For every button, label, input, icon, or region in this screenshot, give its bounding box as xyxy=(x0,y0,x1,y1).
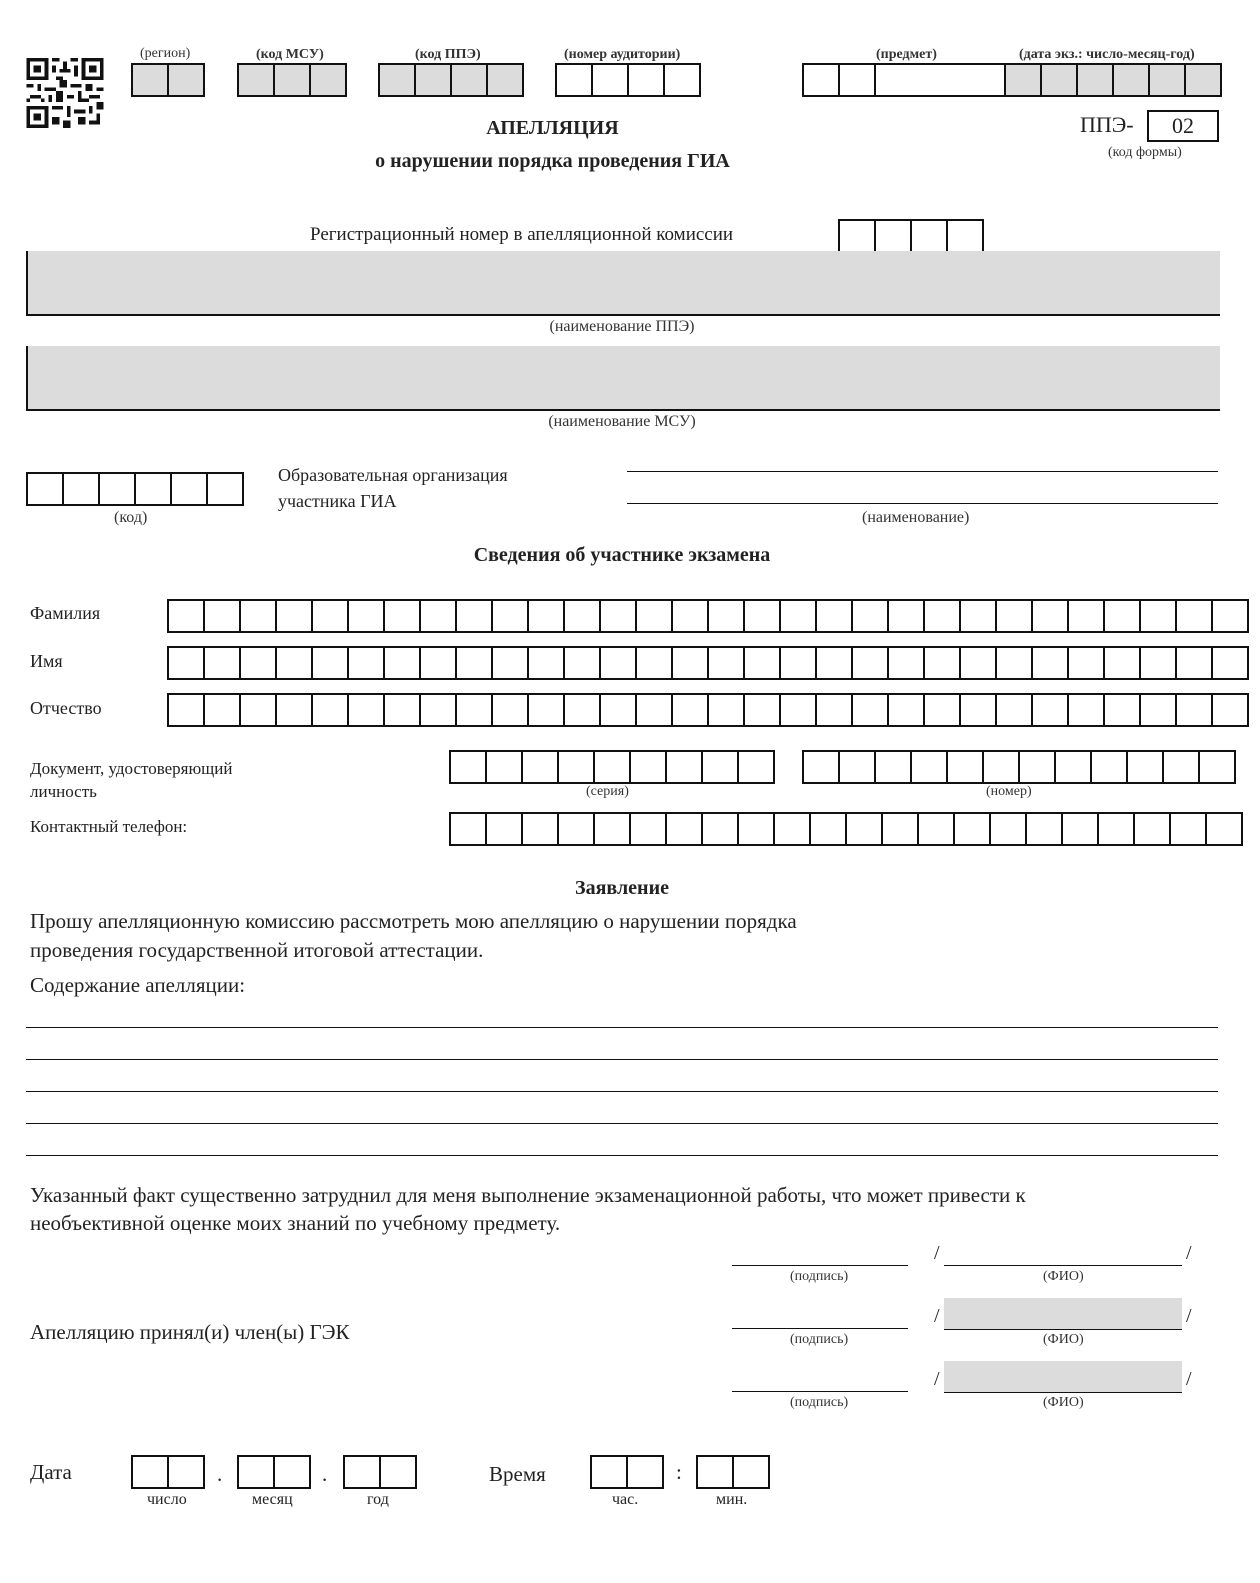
letter-cell[interactable] xyxy=(1031,646,1069,680)
msu-cell[interactable] xyxy=(273,63,311,97)
phone-boxes[interactable] xyxy=(449,812,1243,846)
subject-and-date-boxes[interactable] xyxy=(802,63,1222,97)
letter-cell[interactable] xyxy=(347,693,385,727)
letter-cell[interactable] xyxy=(1103,599,1141,633)
document-series-caption: (серия) xyxy=(586,784,629,799)
phone-cell[interactable] xyxy=(1169,812,1207,846)
letter-cell[interactable] xyxy=(779,599,817,633)
letter-cell[interactable] xyxy=(527,693,565,727)
auditorium-boxes[interactable] xyxy=(555,63,701,97)
letter-cell[interactable] xyxy=(239,599,277,633)
organization-code-caption: (код) xyxy=(114,509,148,526)
msu-cell[interactable] xyxy=(237,63,275,97)
date-cell[interactable] xyxy=(1148,63,1186,97)
month-cell[interactable] xyxy=(237,1455,275,1489)
letter-cell[interactable] xyxy=(1139,646,1177,680)
date-dot-separator: . xyxy=(217,1462,223,1486)
number-cell[interactable] xyxy=(874,750,912,784)
subject-name-cell[interactable] xyxy=(874,63,1006,97)
letter-cell[interactable] xyxy=(1211,693,1249,727)
letter-cell[interactable] xyxy=(1031,693,1069,727)
ppe-cell[interactable] xyxy=(486,63,524,97)
letter-cell[interactable] xyxy=(599,646,637,680)
registration-cell[interactable] xyxy=(946,219,984,253)
letter-cell[interactable] xyxy=(1067,693,1105,727)
signature-caption: (подпись) xyxy=(790,1395,849,1410)
statement-text-line1: Прошу апелляционную комиссию рассмотреть мою апелляцию о нарушении порядка xyxy=(30,909,797,933)
year-caption: год xyxy=(367,1491,389,1508)
letter-cell[interactable] xyxy=(311,693,349,727)
org-code-cell[interactable] xyxy=(170,472,208,506)
ppe-code-boxes[interactable] xyxy=(378,63,524,97)
statement-title: Заявление xyxy=(575,877,669,899)
phone-cell[interactable] xyxy=(449,812,487,846)
date-label: Дата xyxy=(30,1460,72,1484)
phone-cell[interactable] xyxy=(737,812,775,846)
phone-cell[interactable] xyxy=(1205,812,1243,846)
letter-cell[interactable] xyxy=(1067,646,1105,680)
phone-cell[interactable] xyxy=(665,812,703,846)
name-boxes[interactable] xyxy=(167,646,1249,680)
msu-name-field[interactable] xyxy=(26,346,1220,411)
signature-caption: (подпись) xyxy=(790,1269,849,1284)
letter-cell[interactable] xyxy=(959,693,997,727)
letter-cell[interactable] xyxy=(1067,599,1105,633)
slash-separator: / xyxy=(1186,1242,1192,1264)
letter-cell[interactable] xyxy=(995,599,1033,633)
letter-cell[interactable] xyxy=(419,693,457,727)
phone-cell[interactable] xyxy=(1133,812,1171,846)
series-cell[interactable] xyxy=(449,750,487,784)
month-boxes[interactable] xyxy=(237,1455,311,1489)
organization-name-line-1[interactable] xyxy=(627,471,1218,472)
phone-cell[interactable] xyxy=(881,812,919,846)
letter-cell[interactable] xyxy=(347,599,385,633)
letter-cell[interactable] xyxy=(167,646,205,680)
caption-ppe-code: (код ППЭ) xyxy=(415,47,481,62)
form-code-prefix: ППЭ- xyxy=(1080,112,1134,137)
month-caption: месяц xyxy=(252,1491,293,1508)
hour-boxes[interactable] xyxy=(590,1455,664,1489)
patronymic-boxes[interactable] xyxy=(167,693,1249,727)
phone-cell[interactable] xyxy=(485,812,523,846)
msu-cell[interactable] xyxy=(309,63,347,97)
number-cell[interactable] xyxy=(982,750,1020,784)
slash-separator: / xyxy=(934,1305,940,1327)
slash-separator: / xyxy=(934,1242,940,1264)
impact-text-line1: Указанный факт существенно затруднил для меня выполнение экзаменационной работы, что может привести к xyxy=(30,1183,1026,1207)
qr-code xyxy=(26,58,104,128)
number-cell[interactable] xyxy=(838,750,876,784)
phone-cell[interactable] xyxy=(593,812,631,846)
letter-cell[interactable] xyxy=(887,599,925,633)
letter-cell[interactable] xyxy=(815,693,853,727)
letter-cell[interactable] xyxy=(203,693,241,727)
letter-cell[interactable] xyxy=(635,693,673,727)
appeal-content-line-2[interactable] xyxy=(26,1059,1218,1060)
letter-cell[interactable] xyxy=(707,646,745,680)
letter-cell[interactable] xyxy=(239,646,277,680)
letter-cell[interactable] xyxy=(383,599,421,633)
phone-cell[interactable] xyxy=(845,812,883,846)
appeal-content-line-4[interactable] xyxy=(26,1123,1218,1124)
msu-name-caption: (наименование МСУ) xyxy=(548,413,696,430)
ppe-cell[interactable] xyxy=(450,63,488,97)
date-cell[interactable] xyxy=(1076,63,1114,97)
day-cell[interactable] xyxy=(131,1455,169,1489)
document-number-boxes[interactable] xyxy=(802,750,1236,784)
number-cell[interactable] xyxy=(802,750,840,784)
letter-cell[interactable] xyxy=(851,599,889,633)
gek-accepted-label: Апелляцию принял(и) член(ы) ГЭК xyxy=(30,1320,350,1344)
letter-cell[interactable] xyxy=(635,599,673,633)
time-label: Время xyxy=(489,1462,546,1486)
letter-cell[interactable] xyxy=(455,646,493,680)
letter-cell[interactable] xyxy=(995,646,1033,680)
minute-cell[interactable] xyxy=(732,1455,770,1489)
series-cell[interactable] xyxy=(737,750,775,784)
appeal-content-line-5[interactable] xyxy=(26,1155,1218,1156)
minute-caption: мин. xyxy=(716,1491,748,1508)
fio-caption: (ФИО) xyxy=(1043,1332,1084,1347)
series-cell[interactable] xyxy=(665,750,703,784)
letter-cell[interactable] xyxy=(815,646,853,680)
document-label-line1: Документ, удостоверяющий xyxy=(30,759,233,778)
slash-separator: / xyxy=(1186,1368,1192,1390)
number-cell[interactable] xyxy=(910,750,948,784)
letter-cell[interactable] xyxy=(1175,599,1213,633)
participant-signature-line[interactable] xyxy=(732,1265,908,1266)
org-code-cell[interactable] xyxy=(62,472,100,506)
registration-cell[interactable] xyxy=(838,219,876,253)
day-cell[interactable] xyxy=(167,1455,205,1489)
letter-cell[interactable] xyxy=(851,693,889,727)
registration-boxes[interactable] xyxy=(838,219,984,253)
caption-region: (регион) xyxy=(140,46,191,61)
letter-cell[interactable] xyxy=(779,646,817,680)
surname-label: Фамилия xyxy=(30,603,101,623)
letter-cell[interactable] xyxy=(923,693,961,727)
date-dot-separator: . xyxy=(322,1462,328,1486)
time-colon-separator: : xyxy=(676,1460,682,1484)
date-cell[interactable] xyxy=(1004,63,1042,97)
patronymic-label: Отчество xyxy=(30,698,102,718)
letter-cell[interactable] xyxy=(455,599,493,633)
participant-fio-line[interactable] xyxy=(944,1265,1182,1266)
phone-label: Контактный телефон: xyxy=(30,817,188,836)
letter-cell[interactable] xyxy=(671,599,709,633)
organization-name-caption: (наименование) xyxy=(862,509,970,526)
gek-member-2-signature-line[interactable] xyxy=(732,1391,908,1392)
year-cell[interactable] xyxy=(379,1455,417,1489)
phone-cell[interactable] xyxy=(1097,812,1135,846)
document-label-line2: личность xyxy=(30,782,97,801)
letter-cell[interactable] xyxy=(959,646,997,680)
hour-cell[interactable] xyxy=(590,1455,628,1489)
letter-cell[interactable] xyxy=(419,646,457,680)
statement-text-line2: проведения государственной итоговой аттестации. xyxy=(30,938,484,962)
org-code-cell[interactable] xyxy=(134,472,172,506)
series-cell[interactable] xyxy=(521,750,559,784)
phone-cell[interactable] xyxy=(521,812,559,846)
organization-name-line-2[interactable] xyxy=(627,503,1218,504)
letter-cell[interactable] xyxy=(671,646,709,680)
gek-member-1-signature-line[interactable] xyxy=(732,1328,908,1329)
date-cell[interactable] xyxy=(1184,63,1222,97)
letter-cell[interactable] xyxy=(275,599,313,633)
form-code-caption: (код формы) xyxy=(1108,145,1182,160)
letter-cell[interactable] xyxy=(995,693,1033,727)
letter-cell[interactable] xyxy=(959,599,997,633)
number-cell[interactable] xyxy=(1126,750,1164,784)
gek-member-2-fio-field[interactable] xyxy=(944,1361,1182,1393)
number-cell[interactable] xyxy=(1054,750,1092,784)
number-cell[interactable] xyxy=(946,750,984,784)
organization-code-boxes[interactable] xyxy=(26,472,244,506)
auditorium-cell[interactable] xyxy=(627,63,665,97)
letter-cell[interactable] xyxy=(527,599,565,633)
fio-caption: (ФИО) xyxy=(1043,1269,1084,1284)
ppe-cell[interactable] xyxy=(378,63,416,97)
day-boxes[interactable] xyxy=(131,1455,205,1489)
registration-cell[interactable] xyxy=(910,219,948,253)
org-code-cell[interactable] xyxy=(26,472,64,506)
number-cell[interactable] xyxy=(1198,750,1236,784)
year-boxes[interactable] xyxy=(343,1455,417,1489)
region-cell[interactable] xyxy=(167,63,205,97)
ppe-name-caption: (наименование ППЭ) xyxy=(549,318,695,335)
registration-cell[interactable] xyxy=(874,219,912,253)
letter-cell[interactable] xyxy=(1139,599,1177,633)
name-label: Имя xyxy=(30,651,63,671)
letter-cell[interactable] xyxy=(563,599,601,633)
ppe-cell[interactable] xyxy=(414,63,452,97)
letter-cell[interactable] xyxy=(203,599,241,633)
letter-cell[interactable] xyxy=(491,646,529,680)
letter-cell[interactable] xyxy=(563,693,601,727)
number-cell[interactable] xyxy=(1090,750,1128,784)
surname-boxes[interactable] xyxy=(167,599,1249,633)
impact-text-line2: необъективной оценке моих знаний по учебному предмету. xyxy=(30,1211,561,1235)
letter-cell[interactable] xyxy=(743,599,781,633)
letter-cell[interactable] xyxy=(635,646,673,680)
letter-cell[interactable] xyxy=(167,599,205,633)
letter-cell[interactable] xyxy=(275,646,313,680)
letter-cell[interactable] xyxy=(1211,599,1249,633)
document-series-boxes[interactable] xyxy=(449,750,775,784)
letter-cell[interactable] xyxy=(203,646,241,680)
auditorium-cell[interactable] xyxy=(555,63,593,97)
phone-cell[interactable] xyxy=(1025,812,1063,846)
letter-cell[interactable] xyxy=(311,646,349,680)
letter-cell[interactable] xyxy=(419,599,457,633)
letter-cell[interactable] xyxy=(1139,693,1177,727)
slash-separator: / xyxy=(934,1368,940,1390)
phone-cell[interactable] xyxy=(629,812,667,846)
letter-cell[interactable] xyxy=(455,693,493,727)
letter-cell[interactable] xyxy=(707,599,745,633)
letter-cell[interactable] xyxy=(563,646,601,680)
series-cell[interactable] xyxy=(701,750,739,784)
month-cell[interactable] xyxy=(273,1455,311,1489)
phone-cell[interactable] xyxy=(809,812,847,846)
phone-cell[interactable] xyxy=(917,812,955,846)
date-cell[interactable] xyxy=(1040,63,1078,97)
letter-cell[interactable] xyxy=(671,693,709,727)
letter-cell[interactable] xyxy=(923,599,961,633)
letter-cell[interactable] xyxy=(347,646,385,680)
letter-cell[interactable] xyxy=(887,693,925,727)
slash-separator: / xyxy=(1186,1305,1192,1327)
letter-cell[interactable] xyxy=(527,646,565,680)
series-cell[interactable] xyxy=(557,750,595,784)
letter-cell[interactable] xyxy=(1103,646,1141,680)
phone-cell[interactable] xyxy=(557,812,595,846)
letter-cell[interactable] xyxy=(887,646,925,680)
letter-cell[interactable] xyxy=(167,693,205,727)
letter-cell[interactable] xyxy=(815,599,853,633)
letter-cell[interactable] xyxy=(1031,599,1069,633)
page-title: АПЕЛЛЯЦИЯ xyxy=(486,117,619,139)
ppe-name-field[interactable] xyxy=(26,251,1220,316)
caption-msu-code: (код МСУ) xyxy=(256,47,324,62)
document-number-caption: (номер) xyxy=(986,784,1032,799)
region-code-boxes[interactable] xyxy=(131,63,205,97)
registration-label: Регистрационный номер в апелляционной комиссии xyxy=(310,224,734,245)
letter-cell[interactable] xyxy=(851,646,889,680)
msu-code-boxes[interactable] xyxy=(237,63,347,97)
hour-caption: час. xyxy=(612,1491,639,1508)
org-code-cell[interactable] xyxy=(98,472,136,506)
fio-caption: (ФИО) xyxy=(1043,1395,1084,1410)
number-cell[interactable] xyxy=(1018,750,1056,784)
letter-cell[interactable] xyxy=(599,693,637,727)
org-code-cell[interactable] xyxy=(206,472,244,506)
caption-auditorium: (номер аудитории) xyxy=(564,47,681,62)
letter-cell[interactable] xyxy=(311,599,349,633)
series-cell[interactable] xyxy=(485,750,523,784)
minute-boxes[interactable] xyxy=(696,1455,770,1489)
participant-section-title: Сведения об участнике экзамена xyxy=(473,544,771,566)
letter-cell[interactable] xyxy=(743,693,781,727)
letter-cell[interactable] xyxy=(383,693,421,727)
series-cell[interactable] xyxy=(629,750,667,784)
auditorium-cell[interactable] xyxy=(663,63,701,97)
letter-cell[interactable] xyxy=(743,646,781,680)
caption-subject: (предмет) xyxy=(876,47,937,62)
letter-cell[interactable] xyxy=(1175,646,1213,680)
letter-cell[interactable] xyxy=(923,646,961,680)
page-subtitle: о нарушении порядка проведения ГИА xyxy=(375,150,730,172)
letter-cell[interactable] xyxy=(707,693,745,727)
year-cell[interactable] xyxy=(343,1455,381,1489)
caption-exam-date: (дата экз.: число-месяц-год) xyxy=(1019,47,1195,62)
date-cell[interactable] xyxy=(1112,63,1150,97)
organization-label-line2: участника ГИА xyxy=(278,491,397,511)
letter-cell[interactable] xyxy=(239,693,277,727)
letter-cell[interactable] xyxy=(383,646,421,680)
number-cell[interactable] xyxy=(1162,750,1200,784)
gek-member-1-fio-field[interactable] xyxy=(944,1298,1182,1330)
phone-cell[interactable] xyxy=(989,812,1027,846)
letter-cell[interactable] xyxy=(1175,693,1213,727)
appeal-content-line-3[interactable] xyxy=(26,1091,1218,1092)
letter-cell[interactable] xyxy=(1103,693,1141,727)
subject-code-cell[interactable] xyxy=(802,63,840,97)
letter-cell[interactable] xyxy=(779,693,817,727)
minute-cell[interactable] xyxy=(696,1455,734,1489)
series-cell[interactable] xyxy=(593,750,631,784)
letter-cell[interactable] xyxy=(491,693,529,727)
letter-cell[interactable] xyxy=(599,599,637,633)
signature-caption: (подпись) xyxy=(790,1332,849,1347)
letter-cell[interactable] xyxy=(1211,646,1249,680)
hour-cell[interactable] xyxy=(626,1455,664,1489)
appeal-content-label: Содержание апелляции: xyxy=(30,973,246,997)
region-cell[interactable] xyxy=(131,63,169,97)
phone-cell[interactable] xyxy=(773,812,811,846)
letter-cell[interactable] xyxy=(491,599,529,633)
auditorium-cell[interactable] xyxy=(591,63,629,97)
phone-cell[interactable] xyxy=(701,812,739,846)
form-code-box: 02 xyxy=(1147,110,1219,142)
subject-code-cell[interactable] xyxy=(838,63,876,97)
day-caption: число xyxy=(147,1491,187,1508)
phone-cell[interactable] xyxy=(1061,812,1099,846)
letter-cell[interactable] xyxy=(275,693,313,727)
organization-label-line1: Образовательная организация xyxy=(278,465,508,485)
appeal-content-line-1[interactable] xyxy=(26,1027,1218,1028)
phone-cell[interactable] xyxy=(953,812,991,846)
